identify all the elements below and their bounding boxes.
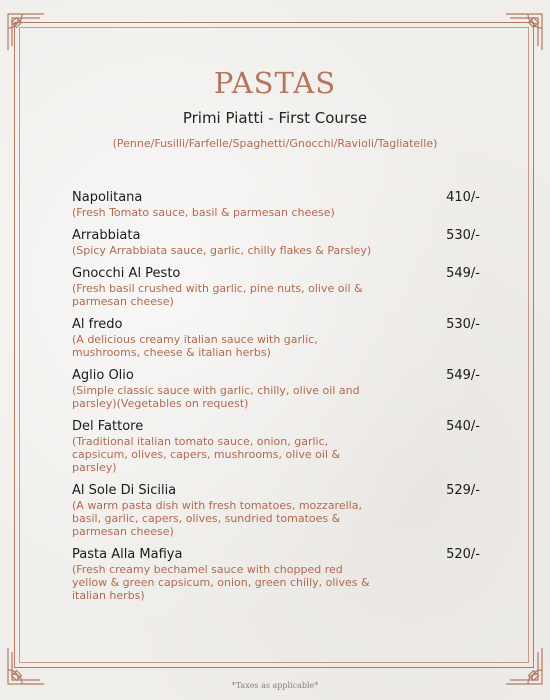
pasta-types: (Penne/Fusilli/Farfelle/Spaghetti/Gnocchi/Ravioli/Tagliatelle) (112, 137, 438, 150)
menu-item-price: 530/- (446, 317, 480, 332)
menu-item-description: (Fresh creamy bechamel sauce with chopped red yellow & green capsicum, onion, green chilly, olives & italian herbs) (72, 563, 370, 602)
menu-item (72, 189, 492, 219)
ornamental-corner-icon (4, 10, 48, 54)
menu-item-name: Napolitana (72, 190, 143, 205)
menu-item-name: Al Sole Di Sicilia (72, 483, 177, 498)
menu-item (72, 316, 492, 359)
menu-item (72, 546, 492, 602)
menu-item-name: Pasta Alla Mafiya (72, 547, 183, 562)
menu-title: PASTAS (213, 66, 337, 100)
menu-item-name: Del Fattore (72, 419, 144, 434)
menu-item-description: (Fresh basil crushed with garlic, pine nuts, olive oil & parmesan cheese) (72, 282, 363, 308)
menu-item-name: Al fredo (72, 317, 123, 332)
menu-item-description: (A delicious creamy italian sauce with garlic, mushrooms, cheese & italian herbs) (72, 333, 318, 359)
menu-item-price: 520/- (446, 547, 480, 562)
menu-item-description: (A warm pasta dish with fresh tomatoes, mozzarella, basil, garlic, capers, olives, sundried tomatoes & parmesan cheese) (72, 499, 362, 538)
menu-item-description: (Spicy Arrabbiata sauce, garlic, chilly flakes & Parsley) (72, 244, 372, 257)
menu-item-price: 529/- (446, 483, 480, 498)
menu-subtitle: Primi Piatti - First Course (182, 109, 368, 127)
menu-item-price: 540/- (446, 419, 480, 434)
menu-item-description: (Simple classic sauce with garlic, chilly, olive oil and parsley)(Vegetables on request) (72, 384, 360, 410)
taxes-note: *Taxes as applicable* (231, 681, 319, 690)
menu-items-list (72, 189, 492, 610)
ornamental-corner-icon (502, 10, 546, 54)
menu-item-price: 549/- (446, 266, 480, 281)
menu-item-name: Arrabbiata (72, 228, 141, 243)
menu-item-price: 549/- (446, 368, 480, 383)
menu-item-description: (Fresh Tomato sauce, basil & parmesan cheese) (72, 206, 335, 219)
menu-item-name: Gnocchi Al Pesto (72, 266, 181, 281)
menu-item (72, 265, 492, 308)
menu-item (72, 482, 492, 538)
menu-item (72, 227, 492, 257)
menu-item-name: Aglio Olio (72, 368, 134, 383)
menu-item (72, 418, 492, 474)
menu-item-price: 530/- (446, 228, 480, 243)
menu-item (72, 367, 492, 410)
menu-item-description: (Traditional italian tomato sauce, onion, garlic, capsicum, olives, capers, mushrooms, olive oil & parsley) (72, 435, 341, 474)
menu-item-price: 410/- (446, 190, 480, 205)
